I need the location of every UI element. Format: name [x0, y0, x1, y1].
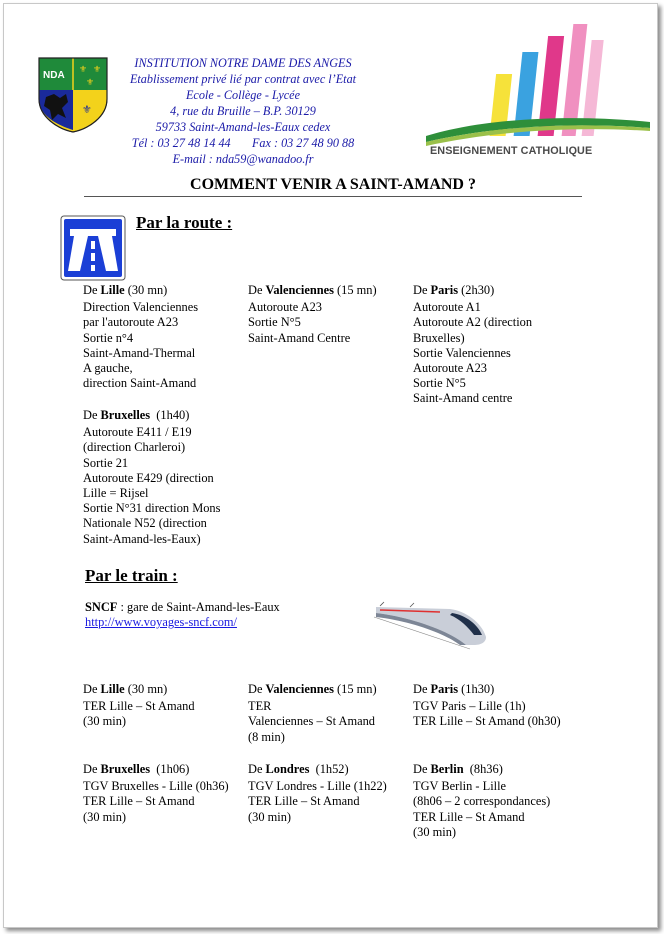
- city-name: Lille: [100, 283, 125, 297]
- school-city: 59733 Saint-Amand-les-Eaux cedex: [155, 120, 331, 134]
- train-from-paris: De Paris (1h30) TGV Paris – Lille (1h) TER Lille – St Amand (0h30): [413, 682, 561, 729]
- train-from-lille: De Lille (30 mn) TER Lille – St Amand (30 min): [83, 682, 195, 729]
- train-from-valenciennes: De Valenciennes (15 mn) TER Valenciennes – St Amand (8 min): [248, 682, 377, 744]
- train-from-londres: De Londres (1h52) TGV Londres - Lille (1h22) TER Lille – St Amand (30 min): [248, 762, 387, 824]
- city-name: Bruxelles: [100, 762, 151, 776]
- road-from-valenciennes: De Valenciennes (15 mn) Autoroute A23 Sortie N°5 Saint-Amand Centre: [248, 283, 377, 345]
- sncf-label: SNCF: [85, 600, 118, 614]
- city-name: Bruxelles: [100, 408, 151, 422]
- enseignement-catholique-logo: [424, 18, 652, 163]
- svg-text:⚜: ⚜: [82, 104, 92, 116]
- road-from-lille: De Lille (30 mn) Direction Valenciennes par l'autoroute A23 Sortie n°4 Saint-Amand-Thermal A gauche, direction Saint-Amand: [83, 283, 199, 391]
- school-crest-logo: [38, 57, 108, 133]
- sncf-station: : gare de Saint-Amand-les-Eaux: [117, 600, 280, 614]
- svg-text:⚜: ⚜: [86, 77, 95, 87]
- city-name: Paris: [430, 682, 459, 696]
- school-email: E-mail : nda59@wanadoo.fr: [172, 152, 314, 166]
- document-page: [3, 3, 658, 928]
- city-name: Valenciennes: [265, 682, 334, 696]
- catholic-label: ENSEIGNEMENT CATHOLIQUE: [430, 145, 593, 157]
- crest-initials: NDA: [43, 70, 65, 81]
- road-section-heading: Par la route :: [136, 213, 233, 232]
- city-name: Paris: [430, 283, 459, 297]
- title-divider: [84, 196, 582, 197]
- city-name: Valenciennes: [265, 283, 334, 297]
- train-section-heading: Par le train :: [85, 566, 178, 585]
- school-name: INSTITUTION NOTRE DAME DES ANGES: [134, 56, 352, 70]
- city-name: Berlin: [430, 762, 464, 776]
- road-from-paris: De Paris (2h30) Autoroute A1 Autoroute A2 (direction Bruxelles) Sortie Valenciennes Autoroute A23 Sortie N°5 Saint-Amand centre: [413, 283, 533, 406]
- city-name: Londres: [265, 762, 310, 776]
- school-address-block: [112, 55, 374, 167]
- page-title: COMMENT VENIR A SAINT-AMAND ?: [190, 176, 476, 193]
- sncf-info: [85, 600, 280, 630]
- svg-text:⚜: ⚜: [93, 64, 102, 74]
- train-from-berlin: De Berlin (8h36) TGV Berlin - Lille (8h06 – 2 correspondances) TER Lille – St Amand (30 min): [413, 762, 551, 839]
- school-phone-fax: Tél : 03 27 48 14 44 Fax : 03 27 48 90 88: [131, 136, 355, 150]
- school-status: Etablissement privé lié par contrat avec l’Etat: [129, 72, 357, 86]
- city-name: Lille: [100, 682, 125, 696]
- school-levels: Ecole - Collège - Lycée: [185, 88, 300, 102]
- school-street: 4, rue du Bruille – B.P. 30129: [170, 104, 316, 118]
- motorway-sign-icon: [60, 215, 126, 281]
- road-from-bruxelles: De Bruxelles (1h40) Autoroute E411 / E19 (direction Charleroi) Sortie 21 Autoroute E429 (direction Lille = Rijsel Sortie N°31 direction Mons Nationale N52 (direction Saint-Amand-les-Eaux): [83, 408, 221, 546]
- tgv-train-image: [370, 601, 490, 651]
- sncf-link[interactable]: http://www.voyages-sncf.com/: [85, 615, 237, 630]
- svg-text:⚜: ⚜: [79, 64, 88, 74]
- train-from-bruxelles: De Bruxelles (1h06) TGV Bruxelles - Lille (0h36) TER Lille – St Amand (30 min): [83, 762, 229, 824]
